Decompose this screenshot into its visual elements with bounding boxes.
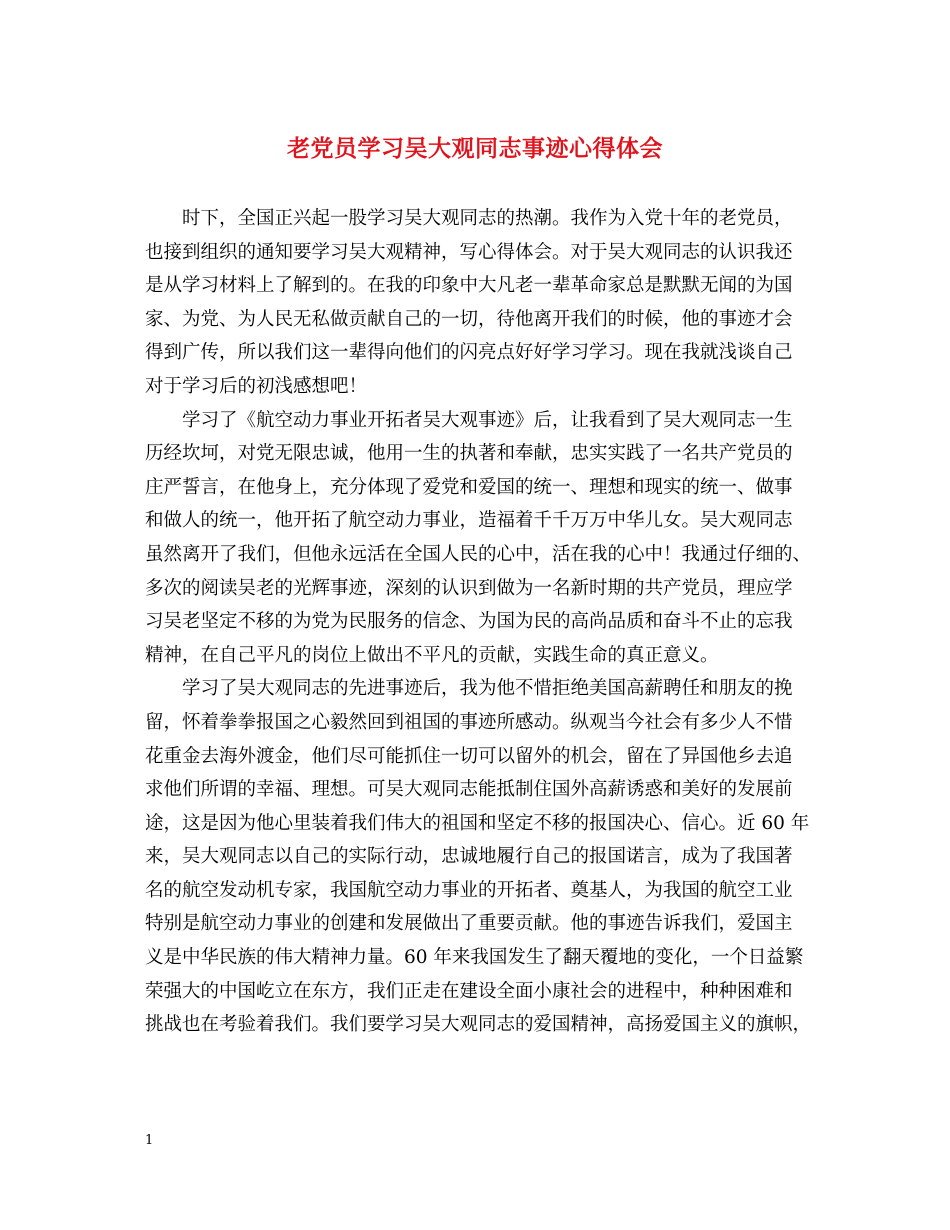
- text-line: 荣强大的中国屹立在东方，我们正走在建设全面小康社会的进程中，种种困难和: [145, 980, 793, 1002]
- document-title: 老党员学习吴大观同志事迹心得体会: [287, 135, 663, 162]
- text-line: 学习了《航空动力事业开拓者吴大观事迹》后，让我看到了吴大观同志一生: [182, 409, 793, 431]
- text-line: 虽然离开了我们，但他永远活在全国人民的心中，活在我的心中！我通过仔细的、: [145, 543, 812, 565]
- text-line: 花重金去海外渡金，他们尽可能抓住一切可以留外的机会，留在了异国他乡去追: [145, 745, 793, 767]
- text-line: 学习了吴大观同志的先进事迹后，我为他不惜拒绝美国高薪聘任和朋友的挽: [182, 678, 793, 700]
- text-line: 习吴老坚定不移的为党为民服务的信念、为国为民的高尚品质和奋斗不止的忘我: [145, 611, 793, 633]
- text-line: 庄严誓言，在他身上，充分体现了爱党和爱国的统一、理想和现实的统一、做事: [145, 476, 793, 498]
- document-body: [145, 202, 818, 1042]
- text-line: 时下，全国正兴起一股学习吴大观同志的热潮。我作为入党十年的老党员，: [182, 208, 793, 229]
- text-line: 挑战也在考验着我们。我们要学习吴大观同志的爱国精神，高扬爱国主义的旗帜，: [145, 1014, 812, 1036]
- text-line: 家、为党、为人民无私做贡献自己的一切，待他离开我们的时候，他的事迹才会: [145, 308, 793, 330]
- text-line: 精神，在自己平凡的岗位上做出不平凡的贡献，实践生命的真正意义。: [145, 644, 719, 666]
- text-line: 多次的阅读吴老的光辉事迹，深刻的认识到做为一名新时期的共产党员，理应学: [145, 577, 793, 599]
- text-line: 来，吴大观同志以自己的实际行动，忠诚地履行自己的报国诺言，成为了我国著: [145, 846, 793, 868]
- text-line: 也接到组织的通知要学习吴大观精神，写心得体会。对于吴大观同志的认识我还: [145, 241, 793, 263]
- text-line: 和做人的统一，他开拓了航空动力事业，造福着千千万万中华儿女。吴大观同志: [145, 510, 793, 532]
- text-line: 留，怀着拳拳报国之心毅然回到祖国的事迹所感动。纵观当今社会有多少人不惜: [145, 711, 793, 733]
- text-line: 对于学习后的初浅感想吧！: [145, 375, 368, 397]
- text-line: 是从学习材料上了解到的。在我的印象中大凡老一辈革命家总是默默无闻的为国: [145, 275, 793, 297]
- text-line: 义是中华民族的伟大精神力量。60 年来我国发生了翻天覆地的变化，一个日益繁: [145, 947, 804, 969]
- text-line: 求他们所谓的幸福、理想。可吴大观同志能抵制住国外高薪诱惑和美好的发展前: [145, 779, 793, 801]
- text-line: 特别是航空动力事业的创建和发展做出了重要贡献。他的事迹告诉我们，爱国主: [145, 913, 793, 935]
- text-line: 途，这是因为他心里装着我们伟大的祖国和坚定不移的报国决心、信心。近 60 年: [145, 812, 810, 834]
- page-number: 1: [145, 1133, 154, 1148]
- text-line: 历经坎坷，对党无限忠诚，他用一生的执著和奉献，忠实实践了一名共产党员的: [145, 443, 793, 465]
- text-line: 得到广传，所以我们这一辈得向他们的闪亮点好好学习学习。现在我就浅谈自己: [145, 342, 793, 364]
- text-line: 名的航空发动机专家，我国航空动力事业的开拓者、奠基人，为我国的航空工业: [145, 879, 793, 901]
